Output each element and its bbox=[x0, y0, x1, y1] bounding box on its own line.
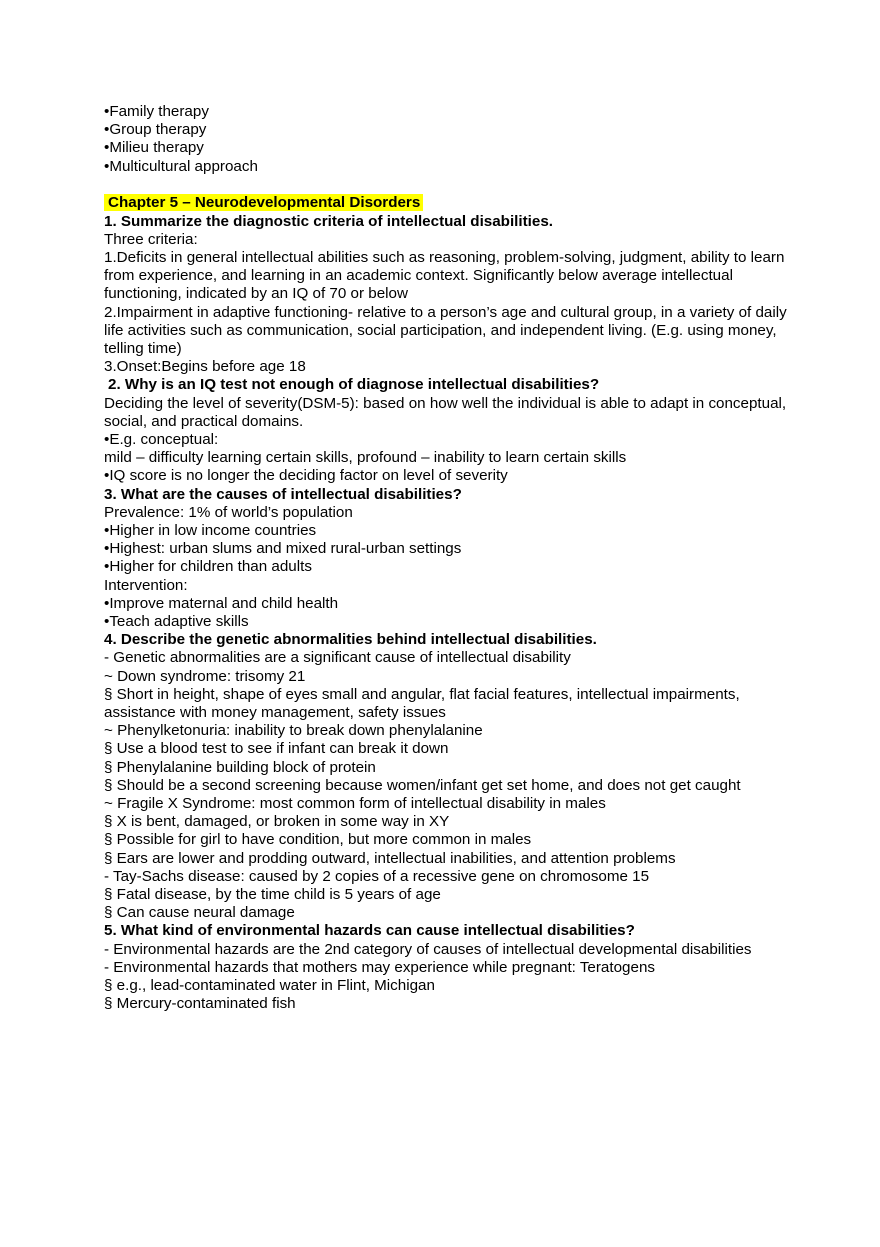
text-line: 1.Deficits in general intellectual abilities such as reasoning, problem-solving, judgment, ability to learn from experience, and learning in an academic context. Significantly below average intellectual functioning, indicated by an IQ of 70 or below bbox=[104, 248, 785, 303]
list-item: •Family therapy bbox=[104, 103, 209, 120]
question-3-section bbox=[104, 486, 794, 632]
text-line: Three criteria: bbox=[104, 230, 198, 248]
text-line: •Higher in low income countries bbox=[104, 521, 317, 539]
text-line: - Environmental hazards that mothers may experience while pregnant: Teratogens bbox=[104, 958, 655, 976]
text-line: •Improve maternal and child health bbox=[104, 594, 339, 612]
text-line: - Environmental hazards are the 2nd category of causes of intellectual developmental disabilities bbox=[104, 940, 752, 958]
text-line: § Use a blood test to see if infant can break it down bbox=[104, 740, 449, 758]
text-line: § Should be a second screening because women/infant get set home, and does not get caught bbox=[104, 776, 741, 794]
text-line: § Possible for girl to have condition, but more common in males bbox=[104, 831, 532, 849]
question-5-section bbox=[104, 922, 794, 1013]
text-line: mild – difficulty learning certain skills, profound – inability to learn certain skills bbox=[104, 449, 627, 467]
text-line: •Teach adaptive skills bbox=[104, 612, 249, 630]
list-item: •Multicultural approach bbox=[104, 157, 258, 175]
text-line: ~ Fragile X Syndrome: most common form of intellectual disability in males bbox=[104, 795, 606, 813]
question-1-heading: 1. Summarize the diagnostic criteria of intellectual disabilities. bbox=[104, 212, 554, 230]
chapter-heading-text: Chapter 5 – Neurodevelopmental Disorders bbox=[104, 194, 423, 211]
list-item: •Group therapy bbox=[104, 121, 207, 139]
text-line: •Higher for children than adults bbox=[104, 558, 312, 576]
question-2-heading: 2. Why is an IQ test not enough of diagnose intellectual disabilities? bbox=[108, 376, 600, 394]
question-3-heading: 3. What are the causes of intellectual disabilities? bbox=[104, 485, 462, 503]
text-line: 3.Onset:Begins before age 18 bbox=[104, 358, 306, 376]
text-line: § Ears are lower and prodding outward, intellectual inabilities, and attention problems bbox=[104, 849, 676, 867]
text-line: •IQ score is no longer the deciding factor on level of severity bbox=[104, 467, 508, 485]
question-4-section bbox=[104, 631, 794, 922]
spacer bbox=[104, 176, 794, 195]
document-page bbox=[104, 103, 794, 1013]
therapy-list bbox=[104, 103, 794, 176]
text-line: § e.g., lead-contaminated water in Flint, Michigan bbox=[104, 977, 435, 995]
text-line: Intervention: bbox=[104, 576, 188, 594]
text-line: •Highest: urban slums and mixed rural-urban settings bbox=[104, 540, 462, 558]
text-line: 2.Impairment in adaptive functioning- relative to a person’s age and cultural group, in a variety of daily life activities such as communication, social participation, and independent living. (E.g. using money, telling time) bbox=[104, 303, 787, 357]
list-item: •Milieu therapy bbox=[104, 139, 204, 157]
text-line: § Mercury-contaminated fish bbox=[104, 995, 296, 1013]
text-line: - Tay-Sachs disease: caused by 2 copies of a recessive gene on chromosome 15 bbox=[104, 867, 650, 885]
text-line: § Can cause neural damage bbox=[104, 904, 295, 922]
text-line: § X is bent, damaged, or broken in some way in XY bbox=[104, 813, 450, 831]
question-5-heading: 5. What kind of environmental hazards can cause intellectual disabilities? bbox=[104, 922, 635, 940]
text-line: ~ Down syndrome: trisomy 21 bbox=[104, 667, 306, 685]
text-line: § Fatal disease, by the time child is 5 years of age bbox=[104, 886, 441, 904]
question-4-heading: 4. Describe the genetic abnormalities behind intellectual disabilities. bbox=[104, 631, 597, 649]
text-line: § Phenylalanine building block of protein bbox=[104, 758, 376, 776]
chapter-heading bbox=[104, 194, 794, 212]
text-line: ~ Phenylketonuria: inability to break down phenylalanine bbox=[104, 722, 483, 740]
text-line: Prevalence: 1% of world’s population bbox=[104, 503, 353, 521]
text-line: •E.g. conceptual: bbox=[104, 430, 219, 448]
text-line: - Genetic abnormalities are a significant cause of intellectual disability bbox=[104, 649, 571, 667]
question-2-section bbox=[104, 376, 794, 485]
text-line: § Short in height, shape of eyes small and angular, flat facial features, intellectual impairments, assistance with money management, safety issues bbox=[104, 685, 740, 721]
question-1-section bbox=[104, 213, 794, 377]
text-line: Deciding the level of severity(DSM-5): based on how well the individual is able to adapt in conceptual, social, and practical domains. bbox=[104, 394, 787, 430]
